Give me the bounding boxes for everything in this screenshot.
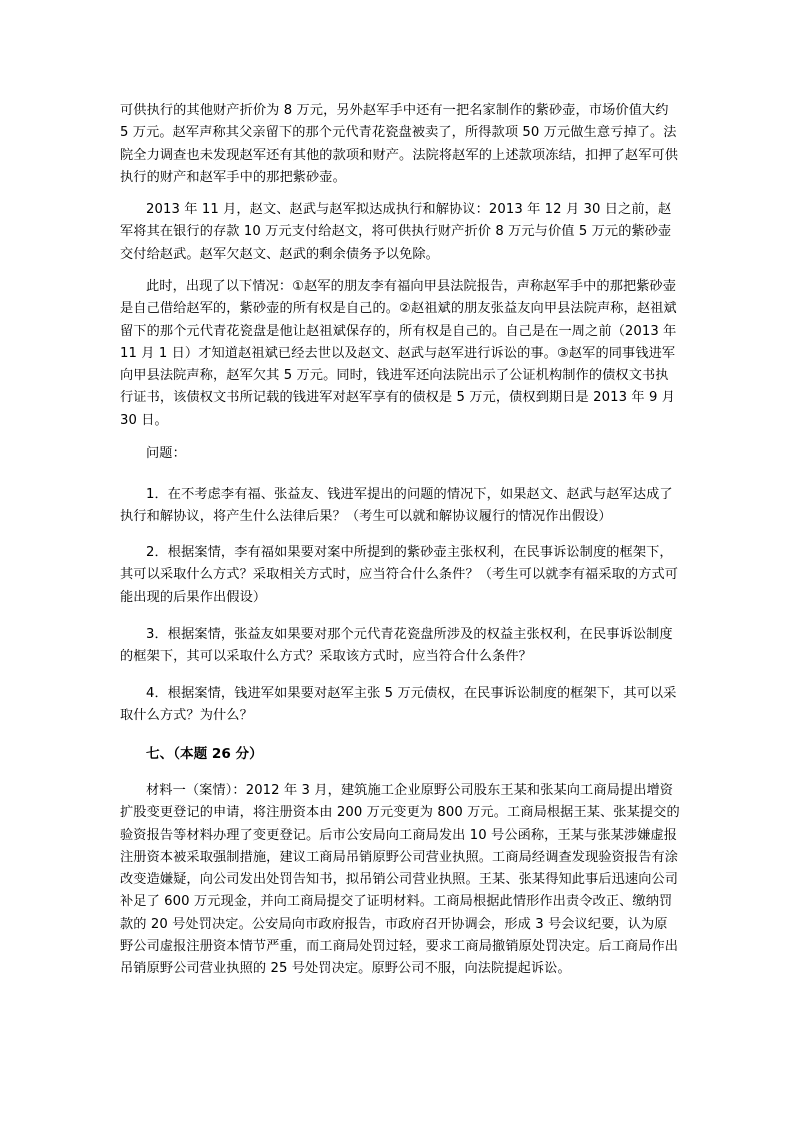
- section-heading: 七、（本题 26 分）: [146, 746, 263, 762]
- paragraph-property-details: 可供执行的其他财产折价为 8 万元，另外赵军手中还有一把名家制作的紫砂壶，市场价值大约 5 万元。赵军声称其父亲留下的那个元代青花瓷盘被卖了，所得款项 50 万元做生意亏掉了。法院全力调查也未发现赵军还有其他的款项和财产。法院将赵军的上述款项冻结，扣押了赵军可供执行的财产和赵军手中的那把紫砂壶。: [120, 103, 679, 185]
- paragraph-questions-label: 问题：: [146, 446, 186, 461]
- paragraph-settlement-agreement: 2013 年 11 月，赵文、赵武与赵军拟达成执行和解协议：2013 年 12 月 30 日之前，赵军将其在银行的存款 10 万元支付给赵文，将可供执行财产折价 8 万元与价值 5 万元的紫砂壶交付给赵武。赵军欠赵文、赵武的剩余债务予以免除。: [120, 202, 672, 262]
- paragraph-material-case: 材料一（案情）：2012 年 3 月，建筑施工企业原野公司股东王某和张某向工商局提出增资扩股变更登记的申请，将注册资本由 200 万元变更为 800 万元。工商局根据王某、张某提交的验资报告等材料办理了变更登记。后市公安局向工商局发出 10 号公函称，王某与张某涉嫌虚报注册资本被采取强制措施，建议工商局吊销原野公司营业执照。工商局经调查发现验资报告有涂改变造嫌疑，向公司发出处罚告知书，拟吊销公司营业执照。王某、张某得知此事后迅速向公司补足了 600 万元现金，并向工商局提交了证明材料。工商局根据此情形作出责令改正、缴纳罚款的 20 号处罚决定。公安局向市政府报告，市政府召开协调会，形成 3 号会议纪要，认为原野公司虚报注册资本情节严重，而工商局处罚过轻，要求工商局撤销原处罚决定。后工商局作出吊销原野公司营业执照的 25 号处罚决定。原野公司不服，向法院提起诉讼。: [120, 783, 680, 977]
- question-4: 4．根据案情，钱进军如果要对赵军主张 5 万元债权，在民事诉讼制度的框架下，其可以采取什么方式？为什么？: [120, 686, 677, 724]
- paragraph-claims: 此时，出现了以下情况：①赵军的朋友李有福向甲县法院报告，声称赵军手中的那把紫砂壶是自己借给赵军的，紫砂壶的所有权是自己的。②赵祖斌的朋友张益友向甲县法院声称，赵祖斌留下的那个元代青花瓷盘是他让赵祖斌保存的，所有权是自己的。自己是在一周之前（2013 年 11 月 1 日）才知道赵祖斌已经去世以及赵文、赵武与赵军进行诉讼的事。③赵军的同事钱进军向甲县法院声称，赵军欠其 5 万元。同时，钱进军还向法院出示了公证机构制作的债权文书执行证书，该债权文书所记载的钱进军对赵军享有的债权是 5 万元，债权到期日是 2013 年 9 月 30 日。: [120, 279, 677, 428]
- question-2: 2．根据案情，李有福如果要对案中所提到的紫砂壶主张权利，在民事诉讼制度的框架下，其可以采取什么方式？采取相关方式时，应当符合什么条件？（考生可以就李有福采取的方式可能出现的后果作出假设）: [120, 545, 679, 605]
- question-3: 3．根据案情，张益友如果要对那个元代青花瓷盘所涉及的权益主张权利，在民事诉讼制度的框架下，其可以采取什么方式？采取该方式时，应当符合什么条件？: [120, 627, 673, 665]
- question-1: 1．在不考虑李有福、张益友、钱进军提出的问题的情况下，如果赵文、赵武与赵军达成了执行和解协议，将产生什么法律后果？（考生可以就和解协议履行的情况作出假设）: [120, 487, 673, 525]
